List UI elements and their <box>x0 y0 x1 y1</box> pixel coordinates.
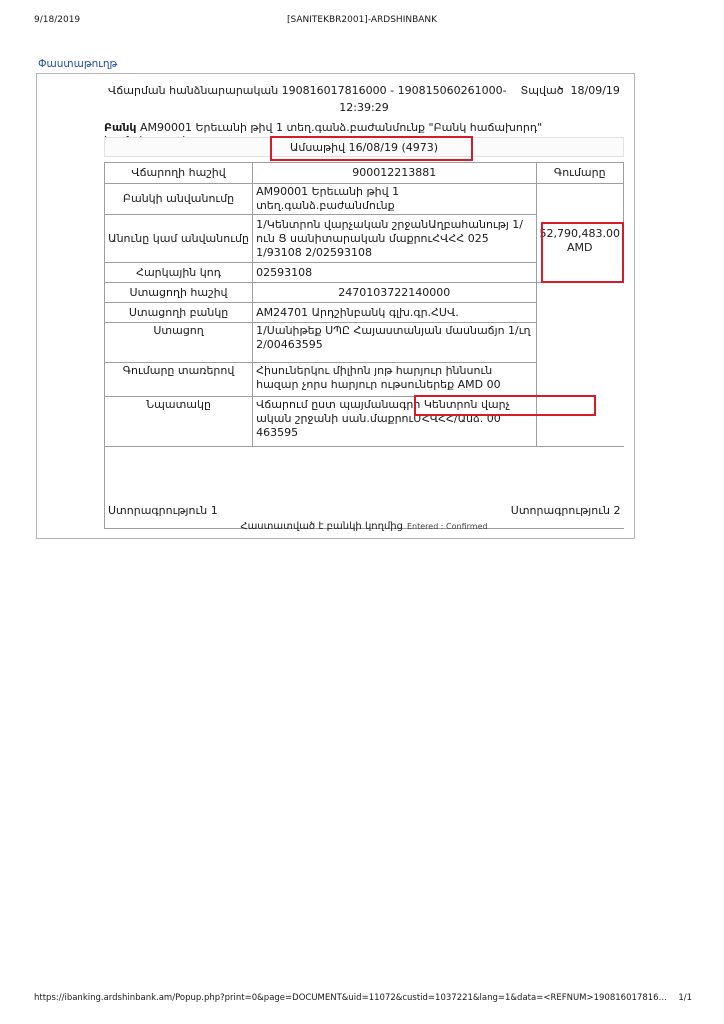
confirmation-line <box>104 521 624 532</box>
purpose-highlight-box <box>414 395 596 416</box>
bank-name-value: AM90001 Երեւանի թիվ 1 տեղ.գանձ.բաժանմունք <box>253 184 536 215</box>
purpose-label: Նպատակը <box>105 397 253 447</box>
amount-header: Գումարը <box>536 163 624 184</box>
empty-amount-cell <box>536 283 624 447</box>
amount-value: 52,790,483.00 AMD <box>536 184 624 283</box>
signature-2: Ստորագրություն 2 <box>510 504 621 517</box>
bank-name-label: Բանկի անվանումը <box>105 184 253 215</box>
payer-account-label: Վճարողի հաշիվ <box>105 163 253 184</box>
payer-name-value: 1/Կենտրոն վարչական շրջանԱղբահանությ 1/ուն Ց սանիտարական մաքրուՀՎՀՀ 025 1/93108 2/02593108 <box>253 215 536 263</box>
print-title: [SANITEKBR2001]-ARDSHINBANK <box>286 15 438 25</box>
document-heading <box>104 82 624 116</box>
receiver-bank-value: AM24701 Արդշինբանկ գլխ.գր.ՀՍՎ. <box>253 303 536 323</box>
document-date: Ամսաթիվ 16/08/19 (4973) <box>289 141 439 154</box>
print-footer-url: https://ibanking.ardshinbank.am/Popup.php?print=0&page=DOCUMENT&uid=11072&custid=1037221&lang=1&data=<REFNUM>190816017816… <box>34 993 668 1003</box>
purpose-value: Վճարում ըստ պայմանագրի Կենտրոն վարչ ական շրջանի սան.մաքրուՄՀՎՀՀ/Անձ. 00 463595 <box>253 397 536 447</box>
receiver-account-label: Ստացողի հաշիվ <box>105 283 253 303</box>
tax-code-value: 02593108 <box>253 263 536 283</box>
amount-words-label: Գումարը տառերով <box>105 363 253 397</box>
receiver-account-value: 2470103722140000 <box>253 283 536 303</box>
receiver-label: Ստացող <box>105 323 253 363</box>
signature-row <box>105 447 624 529</box>
receiver-value: 1/Սանիթեք ՍՊԸ Հայաստանյան մասնաճյո 1/ւղ 2/00463595 <box>253 323 536 363</box>
amount-highlight-box <box>541 222 624 283</box>
payer-name-label: Անունը կամ անվանումը <box>105 215 253 263</box>
print-date: 9/18/2019 <box>34 15 81 25</box>
payer-account-value: 900012213881 <box>253 163 536 184</box>
receiver-bank-label: Ստացողի բանկը <box>105 303 253 323</box>
bank-label: Բանկ <box>104 121 137 134</box>
confirmation-english: Entered : Confirmed <box>406 522 488 531</box>
print-page-number: 1/1 <box>678 993 692 1003</box>
amount-words-value: Հիսուներկու միլիոն յոթ հարյուր իննսուն հազար չորս հարյուր ութսուներեք AMD 00 <box>253 363 536 397</box>
heading-line-2: 12:39:29 <box>339 101 389 114</box>
document-link[interactable]: Փաստաթուղթ <box>38 58 118 70</box>
confirmation-armenian: Հաստատված է բանկի կողմից <box>240 521 403 532</box>
tax-code-label: Հարկային կոդ <box>105 263 253 283</box>
payment-table <box>104 162 624 529</box>
heading-line-1: Վճարման հանձնարարական 190816017816000 - 190815060261000- Տպված 18/09/19 <box>108 84 620 97</box>
bank-line-text: AM90001 Երեւանի թիվ 1 տեղ.գանձ.բաժանմունք "Բանկ հաճախորդ" <box>139 121 543 134</box>
date-highlight-box <box>270 136 473 161</box>
signature-1: Ստորագրություն 1 <box>108 504 218 517</box>
